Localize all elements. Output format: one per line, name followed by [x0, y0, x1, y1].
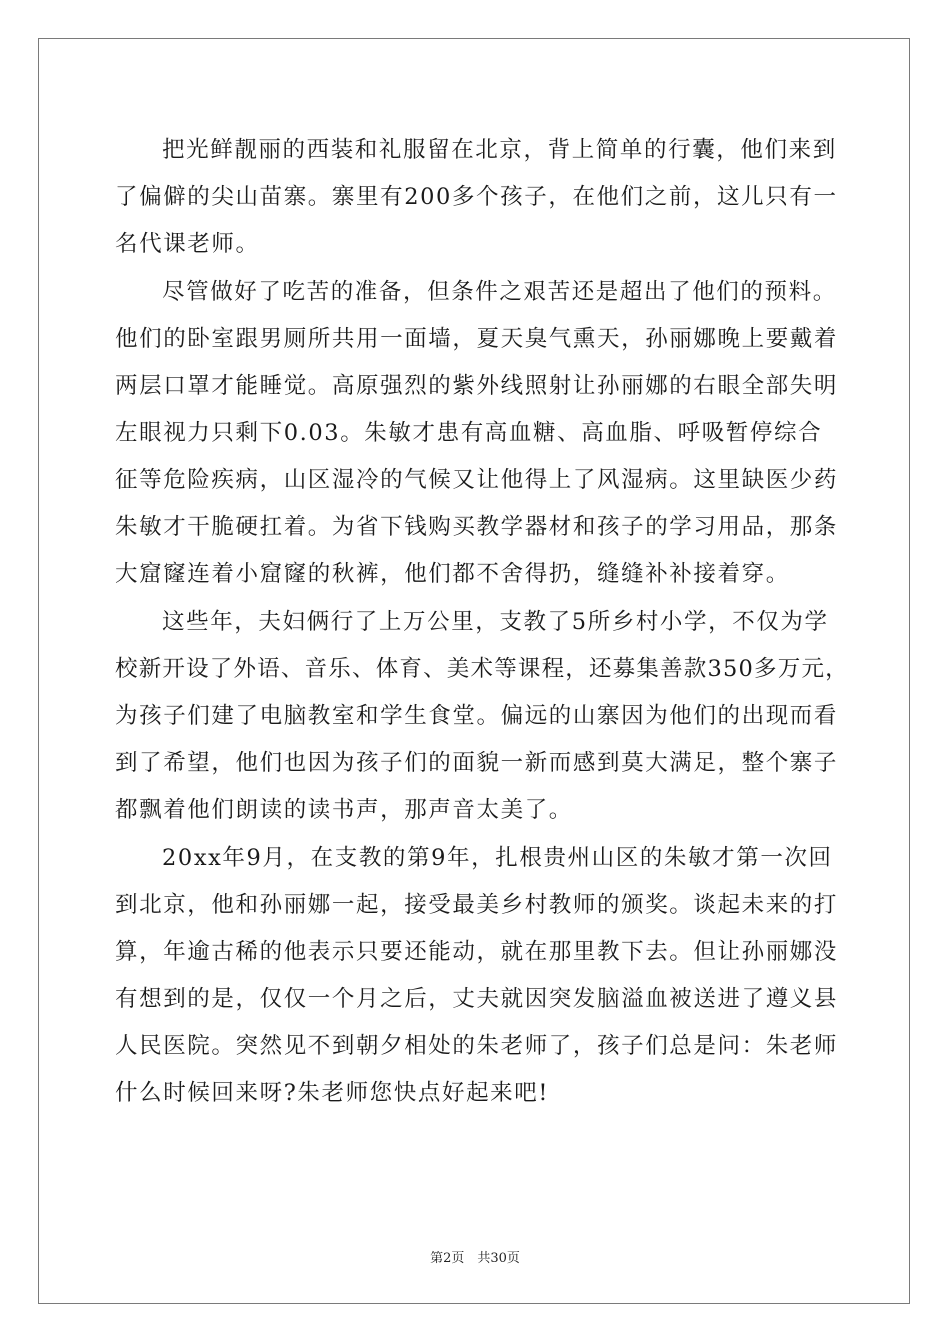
paragraph-3-line-4: 到了希望，他们也因为孩子们的面貌一新而感到莫大满足，整个寨子 — [115, 750, 839, 776]
paragraph-1-line-1: 把光鲜靓丽的西装和礼服留在北京，背上简单的行囊，他们来到 — [162, 137, 837, 163]
paragraph-2-line-5: 征等危险疾病，山区湿冷的气候又让他得上了风湿病。这里缺医少药 — [115, 467, 839, 493]
paragraph-4-line-3: 算，年逾古稀的他表示只要还能动，就在那里教下去。但让孙丽娜没 — [115, 939, 839, 965]
paragraph-2-line-3: 两层口罩才能睡觉。高原强烈的紫外线照射让孙丽娜的右眼全部失明 — [115, 373, 839, 399]
paragraph-3-line-3: 为孩子们建了电脑教室和学生食堂。偏远的山寨因为他们的出现而看 — [115, 703, 839, 729]
paragraph-4-line-1: 20xx年9月，在支教的第9年，扎根贵州山区的朱敏才第一次回 — [162, 845, 833, 871]
paragraph-2-line-1: 尽管做好了吃苦的准备，但条件之艰苦还是超出了他们的预料。 — [162, 279, 837, 305]
paragraph-3-line-1: 这些年，夫妇俩行了上万公里，支教了5所乡村小学，不仅为学 — [162, 609, 829, 635]
paragraph-3-line-2: 校新开设了外语、音乐、体育、美术等课程，还募集善款350多万元， — [115, 656, 849, 682]
paragraph-4-line-5: 人民医院。突然见不到朝夕相处的朱老师了，孩子们总是问：朱老师 — [115, 1033, 839, 1059]
paragraph-2-line-7: 大窟窿连着小窟窿的秋裤，他们都不舍得扔，缝缝补补接着穿。 — [115, 561, 790, 587]
paragraph-4-line-6: 什么时候回来呀?朱老师您快点好起来吧! — [115, 1080, 550, 1106]
paragraph-4-line-4: 有想到的是，仅仅一个月之后，丈夫就因突发脑溢血被送进了遵义县 — [115, 986, 839, 1012]
paragraph-4-line-2: 到北京，他和孙丽娜一起，接受最美乡村教师的颁奖。谈起未来的打 — [115, 892, 839, 918]
paragraph-3-line-5: 都飘着他们朗读的读书声，那声音太美了。 — [115, 797, 573, 823]
paragraph-1-line-3: 名代课老师。 — [115, 231, 260, 257]
paragraph-2-line-4: 左眼视力只剩下0.03。朱敏才患有高血糖、高血脂、呼吸暂停综合 — [115, 420, 823, 446]
page-number: 第2页 共30页 — [430, 1251, 520, 1266]
paragraph-1-line-2: 了偏僻的尖山苗寨。寨里有200多个孩子，在他们之前，这儿只有一 — [115, 184, 838, 210]
paragraph-2-line-2: 他们的卧室跟男厕所共用一面墙，夏天臭气熏天，孙丽娜晚上要戴着 — [115, 326, 839, 352]
paragraph-2-line-6: 朱敏才干脆硬扛着。为省下钱购买教学器材和孩子的学习用品，那条 — [115, 514, 839, 540]
